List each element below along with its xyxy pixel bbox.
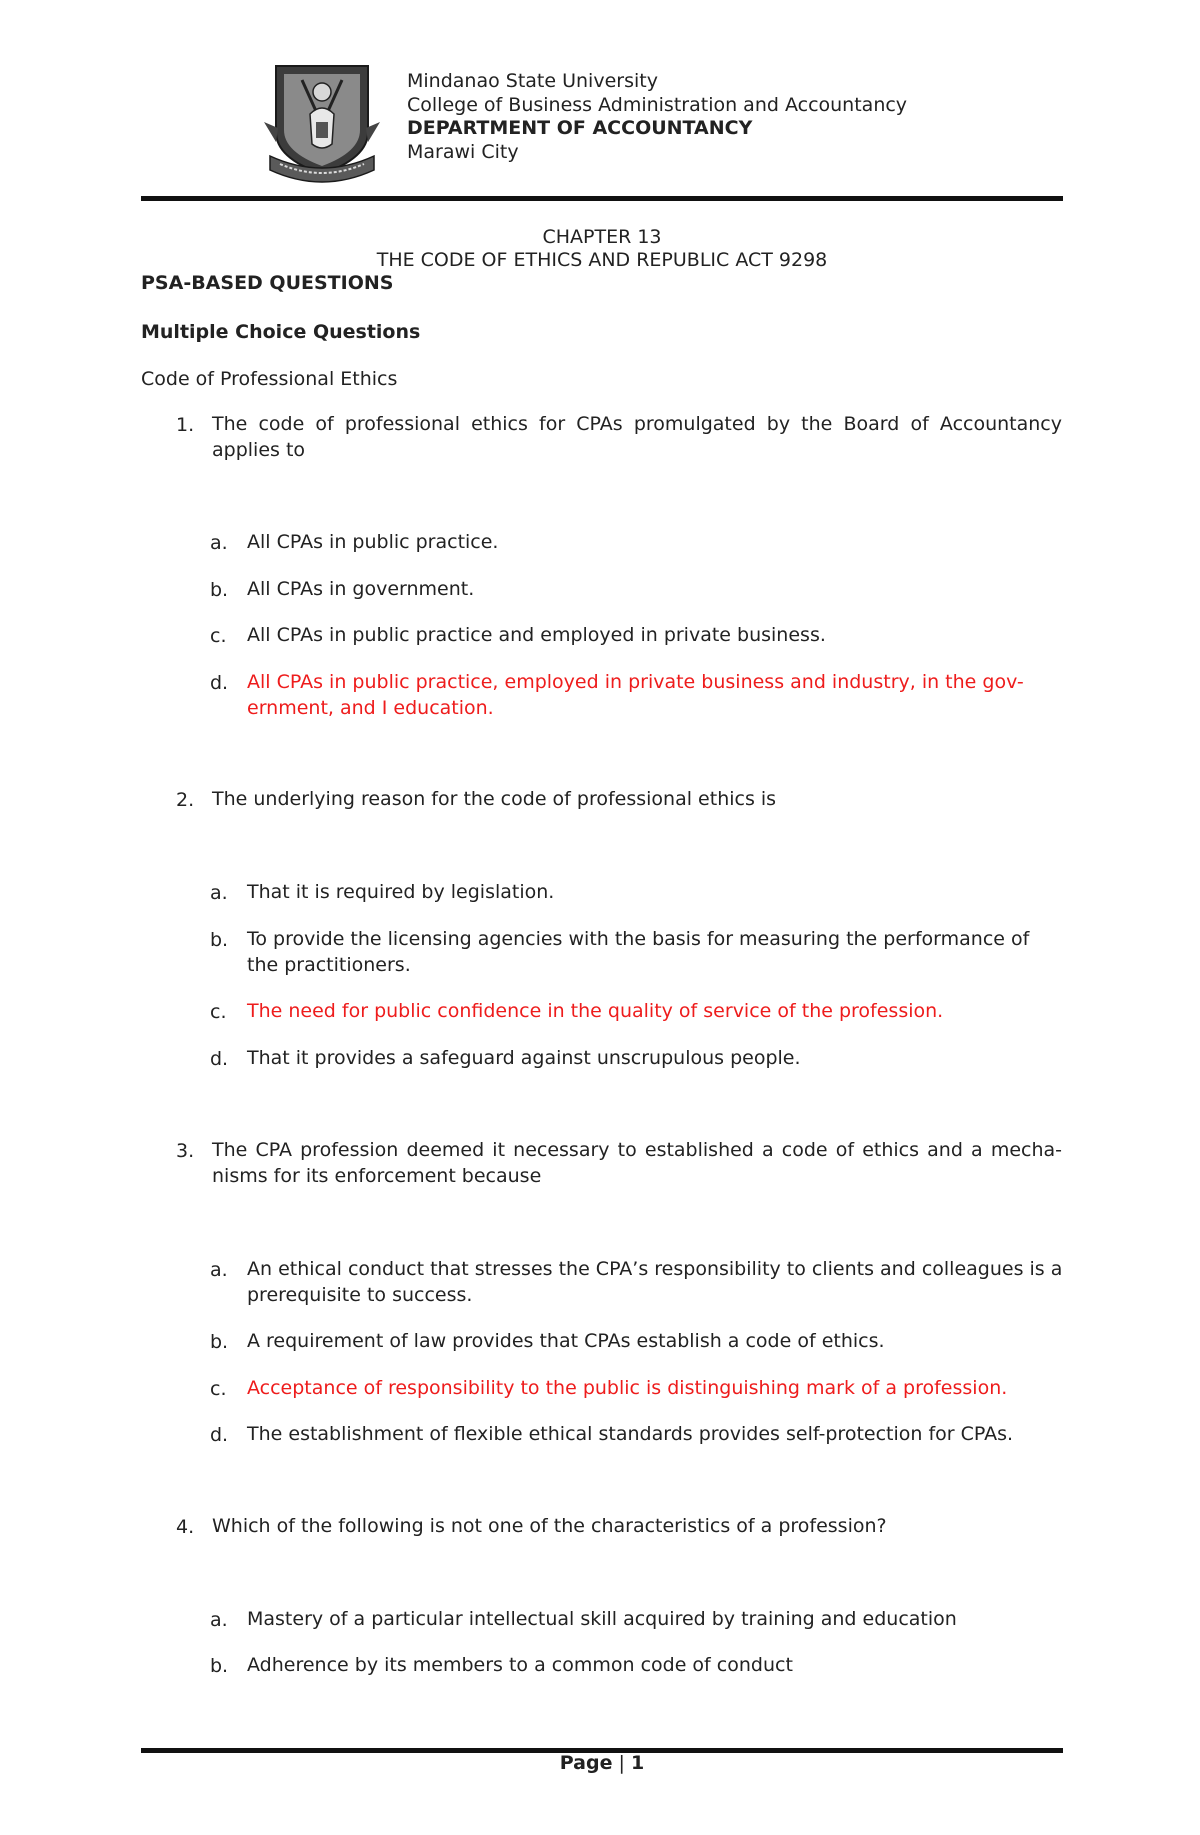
option-letter: d.: [210, 672, 229, 694]
option-letter: c.: [210, 1001, 227, 1023]
option-letter: b.: [210, 929, 229, 951]
topic-heading: Code of Professional Ethics: [141, 368, 398, 390]
option-text: All CPAs in government.: [247, 578, 475, 600]
department-name: DEPARTMENT OF ACCOUNTANCY: [407, 117, 753, 139]
option-letter: d.: [210, 1424, 229, 1446]
option-letter: c.: [210, 1378, 227, 1400]
option-text: That it is required by legislation.: [247, 881, 555, 903]
option-letter: a.: [210, 882, 228, 904]
correct-option-text: Acceptance of responsibility to the public is distinguishing mark of a profession.: [247, 1377, 1008, 1399]
question-number: 2.: [176, 789, 195, 811]
correct-option-text: All CPAs in public practice, employed in private business and industry, in the gov-ernment, and I education.: [247, 671, 1024, 719]
page-footer: [141, 1750, 1063, 1774]
question-text: The underlying reason for the code of professional ethics is: [212, 788, 777, 810]
question-text: The code of professional ethics for CPAs promulgated by the Board of Accountancy applies to: [212, 413, 1062, 461]
question-number: 1.: [176, 414, 195, 436]
option-text: A requirement of law provides that CPAs establish a code of ethics.: [247, 1330, 885, 1352]
page-number: 1: [631, 1752, 645, 1774]
chapter-label: CHAPTER 13: [542, 226, 662, 248]
question-text: The CPA profession deemed it necessary to established a code of ethics and a mecha-nisms for its enforcement because: [212, 1139, 1062, 1187]
option-letter: a.: [210, 532, 228, 554]
question-number: 3.: [176, 1140, 195, 1162]
option-letter: a.: [210, 1609, 228, 1631]
university-header: [407, 70, 907, 164]
option-letter: b.: [210, 579, 229, 601]
option-letter: d.: [210, 1048, 229, 1070]
chapter-title: THE CODE OF ETHICS AND REPUBLIC ACT 9298: [376, 249, 828, 271]
option-letter: a.: [210, 1259, 228, 1281]
correct-option-text: The need for public confidence in the quality of service of the profession.: [247, 1000, 944, 1022]
option-text: Mastery of a particular intellectual skill acquired by training and education: [247, 1608, 957, 1630]
city-name: Marawi City: [407, 140, 519, 163]
option-text: The establishment of flexible ethical standards provides self-protection for CPAs.: [247, 1423, 1014, 1445]
question-text: Which of the following is not one of the characteristics of a profession?: [212, 1515, 887, 1537]
page-separator: |: [618, 1752, 625, 1774]
college-name: College of Business Administration and Accountancy: [407, 93, 908, 116]
header-divider: [141, 196, 1063, 201]
university-name: Mindanao State University: [407, 70, 658, 92]
subsection-heading: Multiple Choice Questions: [141, 321, 421, 343]
option-letter: c.: [210, 625, 227, 647]
option-text: An ethical conduct that stresses the CPA’s responsibility to clients and colleagues is a prerequisite to success.: [247, 1258, 1063, 1306]
option-letter: b.: [210, 1331, 229, 1353]
section-heading: PSA-BASED QUESTIONS: [141, 272, 394, 294]
option-text: All CPAs in public practice and employed in private business.: [247, 624, 826, 646]
university-seal-icon: [262, 62, 382, 186]
option-letter: b.: [210, 1655, 229, 1677]
option-text: All CPAs in public practice.: [247, 531, 499, 553]
option-text: To provide the licensing agencies with the basis for measuring the performance of the practitioners.: [247, 928, 1030, 976]
question-number: 4.: [176, 1516, 195, 1538]
option-text: That it provides a safeguard against unscrupulous people.: [247, 1047, 801, 1069]
option-text: Adherence by its members to a common code of conduct: [247, 1654, 793, 1676]
page-label: Page: [559, 1752, 613, 1774]
